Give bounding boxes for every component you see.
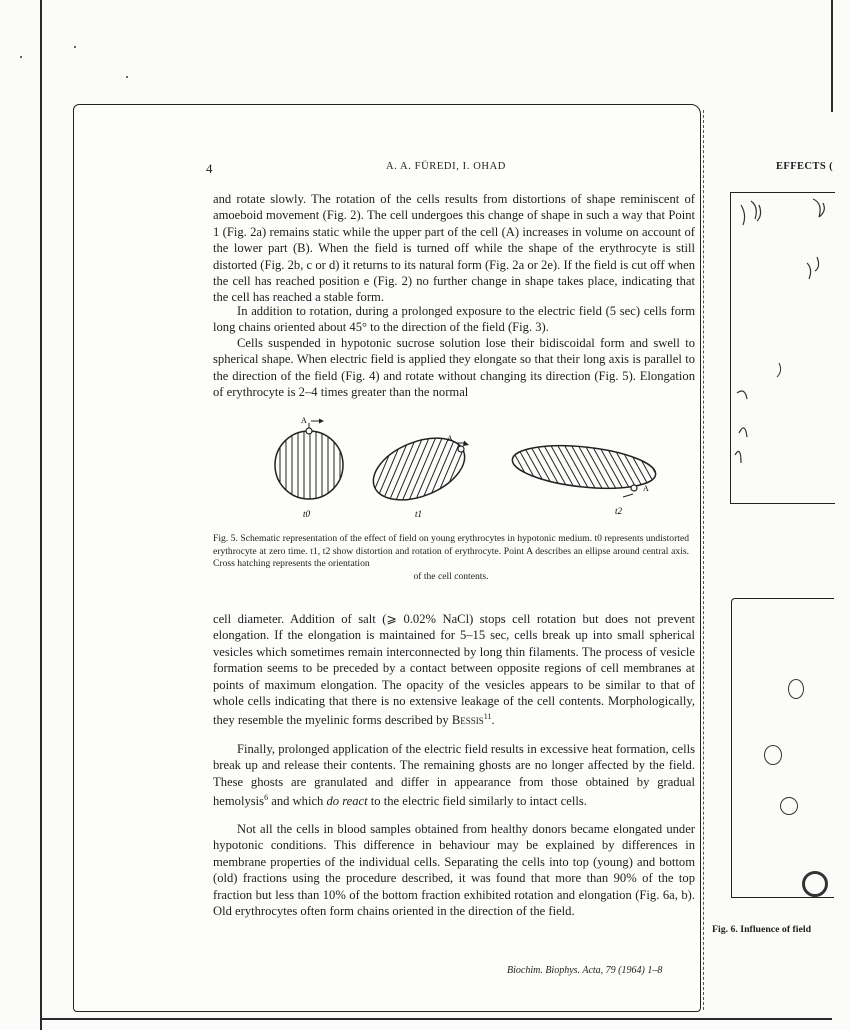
scan-speck	[126, 76, 128, 78]
caption-main: Fig. 5. Schematic representation of the effect of field on young erythrocytes in hypotonic medium. t0 represents undistorted erythrocyte at zero time. t1, t2 show distortion and rotation of erythrocyte. Point A describes an ellipse around central axis. Cross hatching represents the orientation	[213, 533, 689, 570]
paragraph-text: Finally, prolonged application of the electric field results in excessive heat formation, cells break up and release their contents. The remaining ghosts are no longer affected by the field. These ghosts are granulated and differ in appearance from those obtained by gradual hemolysis	[213, 742, 695, 809]
adjacent-figure-panel	[731, 598, 834, 898]
body-paragraph: In addition to rotation, during a prolonged exposure to the electric field (5 sec) cells form long chains oriented about 45° to the direction of the field (Fig. 3).	[213, 304, 695, 335]
cited-author: Bessis	[451, 713, 484, 728]
paragraph-text: and which	[268, 794, 327, 809]
point-a-label: A	[447, 434, 453, 443]
reference-number: 11	[483, 712, 492, 722]
body-paragraph: Cells suspended in hypotonic sucrose solution lose their bidiscoidal form and swell to spherical shape. When electric field is applied they elongate so that their long axis is parallel to the direction of the field (Fig. 4) and rotate without changing its direction (Fig. 5). Elongation of erythrocyte is 2–4 times greater than the normal	[213, 336, 695, 400]
t2-label: t2	[615, 506, 623, 516]
body-paragraph	[213, 741, 695, 810]
figure-caption	[213, 533, 689, 583]
cell-sketch	[788, 679, 804, 699]
adjacent-caption-text: Fig. 6. Influence of field	[712, 924, 812, 935]
cell-t1	[364, 426, 473, 512]
point-a-t2	[631, 485, 637, 491]
adjacent-page-header: EFFECTS (	[776, 161, 833, 172]
page-number: 4	[206, 161, 213, 176]
scan-speck	[20, 56, 22, 58]
emphasis: do react	[326, 794, 368, 809]
figure-5	[259, 417, 659, 527]
figure-5-diagram	[259, 417, 659, 527]
cell-sketch	[802, 871, 828, 897]
scan-speck	[74, 46, 76, 48]
paragraph-text: cell diameter. Addition of salt (⩾ 0.02% NaCl) stops cell rotation but does not prevent elongation. If the elongation is maintained for 5–15 sec, cells break up into small spherical vesicles which sometimes remain interconnected by long thin filaments. The process of vesicle formation seems to be preceded by a contact between opposite regions of cell membranes at points of maximum elongation. The opacity of the vesicles appears to be similar to that of whole cells indicating that there is no extensive leakage of the cell contents. Morphologically, they resemble the myelinic forms described by	[213, 612, 695, 728]
page-gutter	[703, 110, 705, 1010]
point-a-label: A	[643, 484, 649, 493]
caption-last-line: of the cell contents.	[413, 570, 489, 582]
cell-sketch	[764, 745, 782, 765]
adjacent-figure-panel	[730, 192, 835, 504]
paragraph-text: .	[491, 713, 495, 728]
cell-sketch	[780, 797, 798, 815]
scan-frame-right-top	[831, 0, 833, 112]
adjacent-page-caption	[712, 924, 811, 935]
scan-frame-left	[40, 0, 42, 1030]
t0-label: t0	[303, 509, 311, 519]
running-authors: A. A. FÜREDI, I. OHAD	[386, 161, 506, 172]
cell-t0	[275, 419, 343, 500]
body-paragraph: Not all the cells in blood samples obtained from healthy donors became elongated under hypotonic conditions. This difference in behaviour may be explained by differences in membrane properties of the individual cells. Separating the cells into top (young) and bottom (old) fractions using the procedure described, it was found that more than 90% of the top fraction but less than 10% of the bottom fraction exhibited rotation and elongation (Fig. 6a, b). Old erythrocytes often form chains oriented in the direction of the field.	[213, 822, 695, 919]
journal-citation: Biochim. Biophys. Acta, 79 (1964) 1–8	[507, 965, 663, 976]
body-paragraph: and rotate slowly. The rotation of the cells results from distortions of shape reminiscent of amoeboid movement (Fig. 2). The cell undergoes this change of shape in such a way that Point 1 (Fig. 2a) remains static while the upper part of the cell (A) increases in volume on account of the lower part (B). When the field is turned off while the shape of the erythrocyte is still distorted (Fig. 2b, c or d) it returns to its natural form (Fig. 2a or 2e). If the field is cut off when the cell has reached position e (Fig. 2) no further change in shape takes place, indicating that the cell has reached a stable form.	[213, 192, 695, 305]
paragraph-text: to the electric field similarly to intact cells.	[367, 794, 587, 809]
t1-label: t1	[415, 509, 423, 519]
scan-frame-bottom	[40, 1018, 832, 1020]
journal-page	[73, 104, 701, 1012]
point-a-label: A	[301, 417, 307, 425]
point-a-t1	[458, 446, 464, 452]
reference-number: 6	[264, 793, 269, 803]
adjacent-figure-sketch	[731, 193, 835, 503]
body-paragraph	[213, 611, 695, 729]
